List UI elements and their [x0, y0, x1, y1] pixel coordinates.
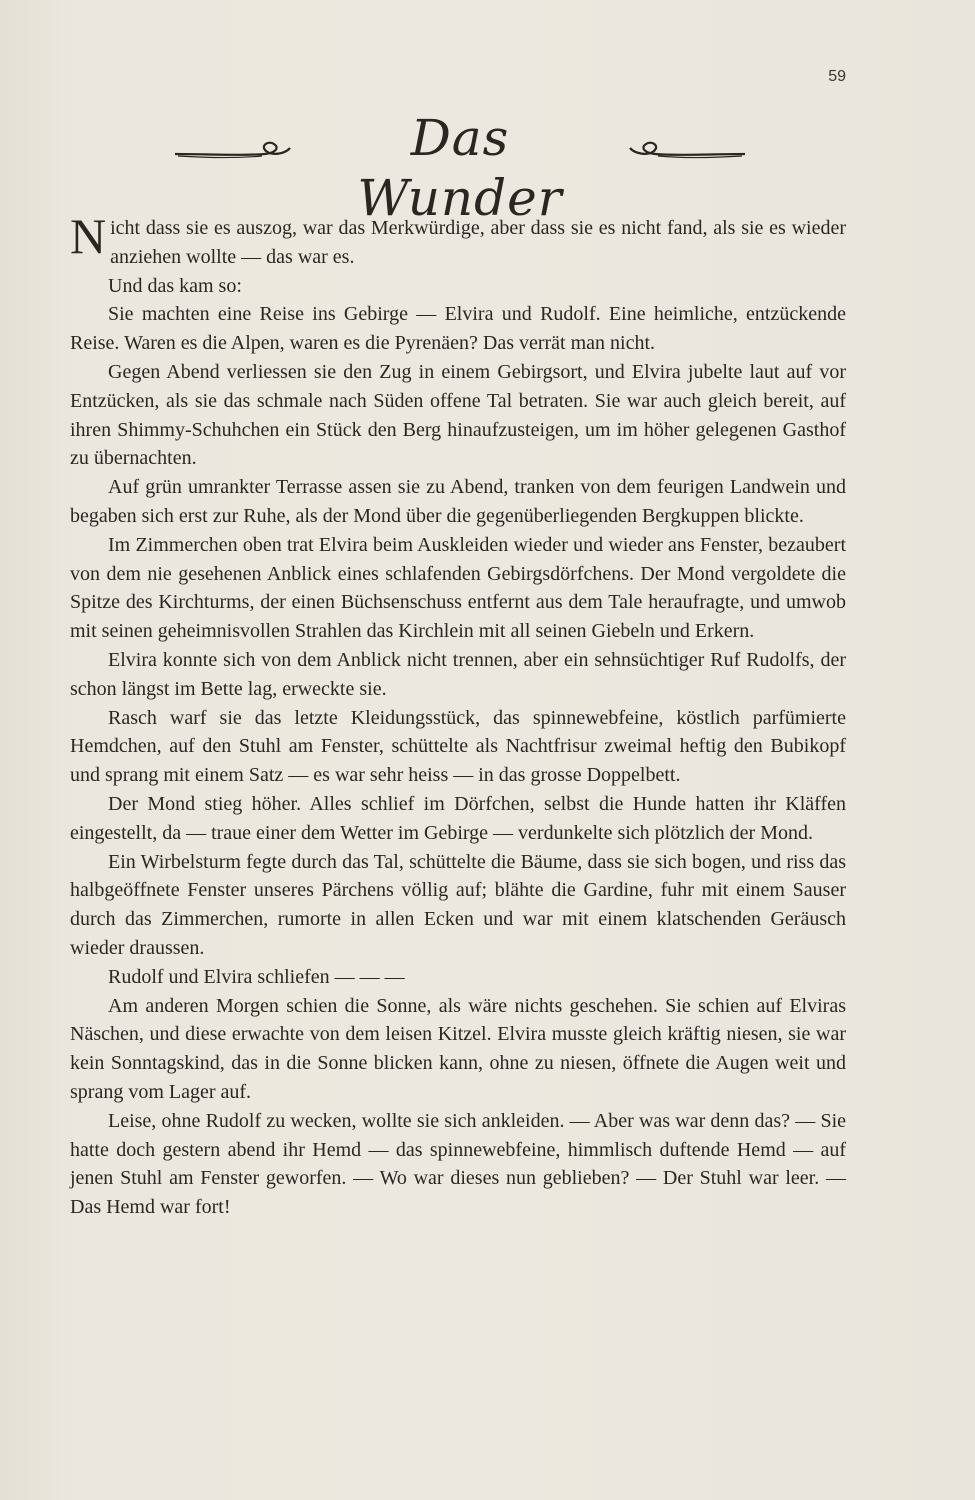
paragraph: Rasch warf sie das letzte Kleidungsstück, das spinnewebfeine, köstlich parfümierte Hemdchen, auf den Stuhl am Fenster, schüttelte als Nachtfrisur zweimal heftig den Bubikopf und sprang mit einem Satz — es war sehr heiss — in das grosse Doppelbett.: [70, 706, 846, 787]
story-text: [70, 208, 846, 1222]
paragraph: Und das kam so:: [108, 274, 242, 297]
paragraph: Leise, ohne Rudolf zu wecken, wollte sie sich ankleiden. — Aber was war denn das? — Sie hatte doch gestern abend ihr Hemd — das spinnewebfeine, himmlisch duftende Hemd — auf jenen Stuhl am Fenster geworfen. — Wo war dieses nun geblieben? — Der Stuhl war leer. — Das Hemd war fort!: [70, 1109, 846, 1219]
page-title: Das Wunder: [357, 109, 563, 227]
paragraph: Der Mond stieg höher. Alles schlief im Dörfchen, selbst die Hunde hatten ihr Kläffen eingestellt, da — traue einer dem Wetter im Gebirge — verdunkelte sich plötzlich der Mond.: [70, 792, 846, 844]
paragraph: Rudolf und Elvira schliefen — — —: [108, 965, 405, 988]
drop-cap: N: [70, 208, 107, 264]
paragraph: Elvira konnte sich von dem Anblick nicht trennen, aber ein sehnsüchtiger Ruf Rudolfs, der schon längst im Bette lag, erweckte sie.: [70, 648, 846, 700]
paragraph: Im Zimmerchen oben trat Elvira beim Auskleiden wieder und wieder ans Fenster, bezaubert von dem nie gesehenen Anblick eines schlafenden Gebirgsdörfchens. Der Mond vergoldete die Spitze des Kirchturms, der einen Büchsenschuss entfernt aus dem Tale heraufragte, und umwob mit seinen geheimnisvollen Strahlen das Kirchlein mit all seinen Giebeln und Erkern.: [70, 533, 846, 643]
paragraph: Ein Wirbelsturm fegte durch das Tal, schüttelte die Bäume, dass sie sich bogen, und riss das halbgeöffnete Fenster unseres Pärchens völlig auf; blähte die Gardine, fuhr mit einem Sauser durch das Zimmerchen, rumorte in allen Ecken und war mit einem klatschenden Geräusch wieder draussen.: [70, 850, 846, 959]
paragraph: Auf grün umrankter Terrasse assen sie zu Abend, tranken von dem feurigen Landwein und begaben sich erst zur Ruhe, als der Mond über die gegenüberliegenden Bergkuppen blickte.: [70, 476, 846, 527]
page-number: 59: [828, 68, 846, 85]
paragraph: Gegen Abend verliessen sie den Zug in einem Gebirgsort, und Elvira jubelte laut auf vor Entzücken, als sie das schmale nach Süden offene Tal betraten. Sie war auch gleich bereit, auf ihren Shimmy-Schuhchen ein Stück den Berg hinaufzusteigen, um im höher gelegenen Gasthof zu übernachten.: [70, 360, 846, 470]
paragraph: Am anderen Morgen schien die Sonne, als wäre nichts geschehen. Sie schien auf Elviras Näschen, und diese erwachte von dem leisen Kitzel. Elvira musste gleich kräftig niesen, sie war kein Sonntagskind, das in die Sonne blicken kann, ohne zu niesen, öffnete die Augen weit und sprang vom Lager auf.: [70, 994, 846, 1103]
paragraph: Sie machten eine Reise ins Gebirge — Elvira und Rudolf. Eine heimliche, entzückende Reise. Waren es die Alpen, waren es die Pyrenäen? Das verrät man nicht.: [70, 303, 846, 355]
title-block: [170, 96, 750, 227]
paragraph: Nicht dass sie es auszog, war das Merkwürdige, aber dass sie es nicht fand, als sie es wieder anziehen wollte — das war es.: [70, 208, 846, 268]
